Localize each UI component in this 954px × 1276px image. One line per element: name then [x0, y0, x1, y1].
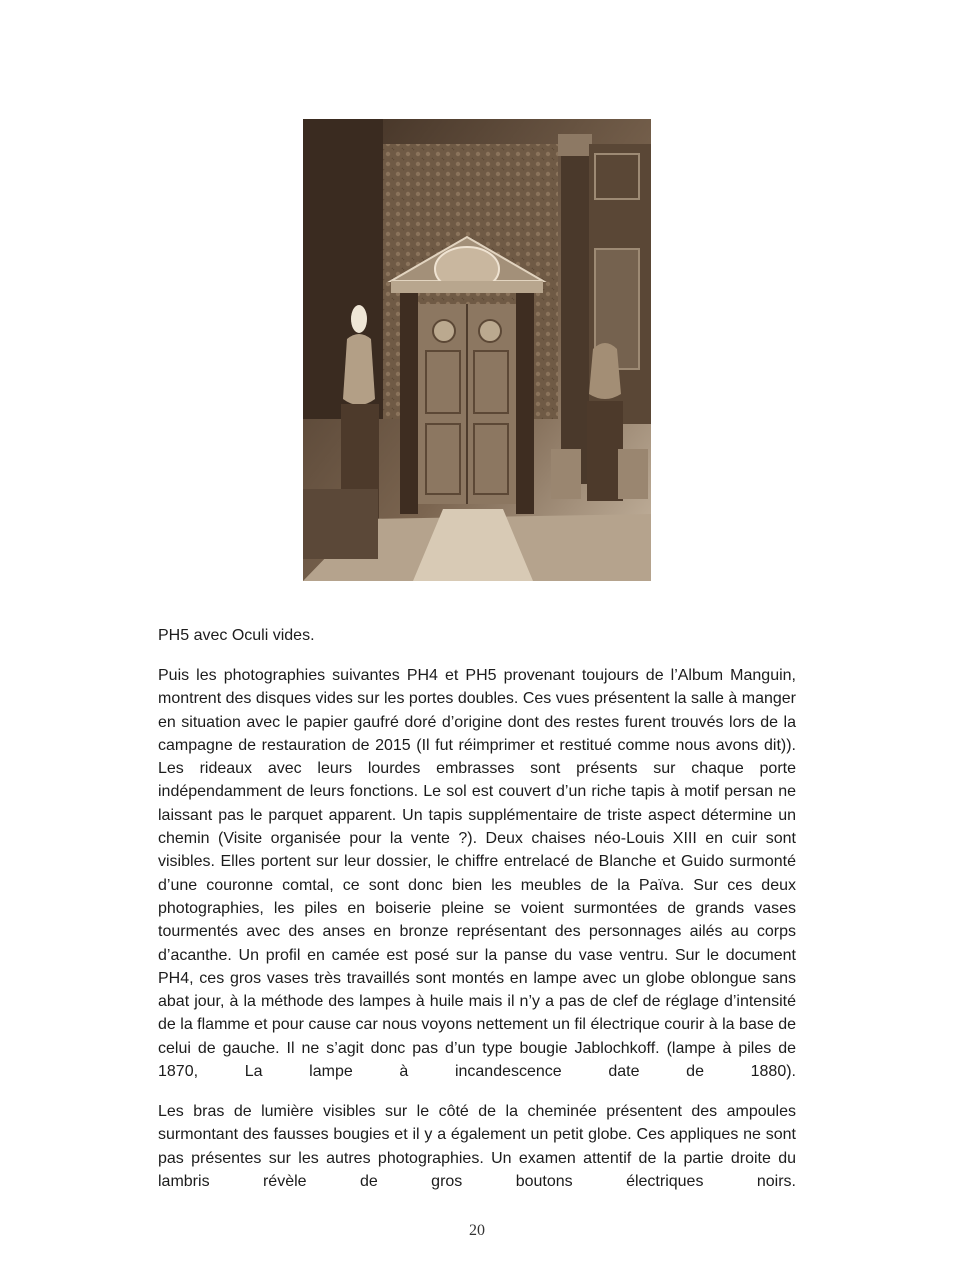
photo-caption: PH5 avec Oculi vides.	[158, 627, 315, 644]
sepia-photograph	[303, 119, 651, 581]
body-paragraph-2: Les bras de lumière visibles sur le côté de la cheminée présentent des ampoules surmontant des fausses bougies et il y a également un petit globe. Ces appliques ne sont pas présentes sur les autres photographies. Un examen attentif de la partie droite du lambris révèle de gros boutons électriques noirs.	[158, 1103, 796, 1190]
body-paragraph-1: Puis les photographies suivantes PH4 et PH5 provenant toujours de l’Album Manguin, montrent des disques vides sur les portes doubles. Ces vues présentent la salle à manger en situation avec le papier gaufré doré d’origine dont des restes furent trouvés lors de la campagne de restauration de 2015 (Il fut réimprimer et restitué comme nous avons dit)). Les rideaux avec leurs lourdes embrasses sont présents sur chaque porte indépendamment de leurs fonctions. Le sol est couvert d’un riche tapis à motif persan ne laissant pas le parquet apparent. Un tapis supplémentaire de triste aspect détermine un chemin (Visite organisée pour la vente ?). Deux chaises néo-Louis XIII en cuir sont visibles. Elles portent sur leur dossier, le chiffre entrelacé de Blanche et Guido surmonté d’une couronne comtal, ce sont donc bien les meubles de la Païva. Sur ces deux photographies, les piles en boiserie pleine se voient surmontées de grands vases tourmentés avec des anses en bronze représentant des personnages ailés au corps d’acanthe. Un profil en camée est posé sur la panse du vase ventru. Sur le document PH4, ces gros vases très travaillés sont montés en lampe avec un globe oblongue sans abat jour, à la méthode des lampes à huile mais il n’y a pas de clef de réglage d’intensité de la flamme et pour cause car nous voyons nettement un fil électrique courir à la base de celui de gauche. Il ne s’agit donc pas d’un type bougie Jablochkoff. (lampe à piles de 1870, La lampe à incandescence date de 1880).	[158, 667, 796, 1081]
page-number: 20	[469, 1222, 485, 1239]
sepia-photograph-icon	[303, 119, 651, 581]
